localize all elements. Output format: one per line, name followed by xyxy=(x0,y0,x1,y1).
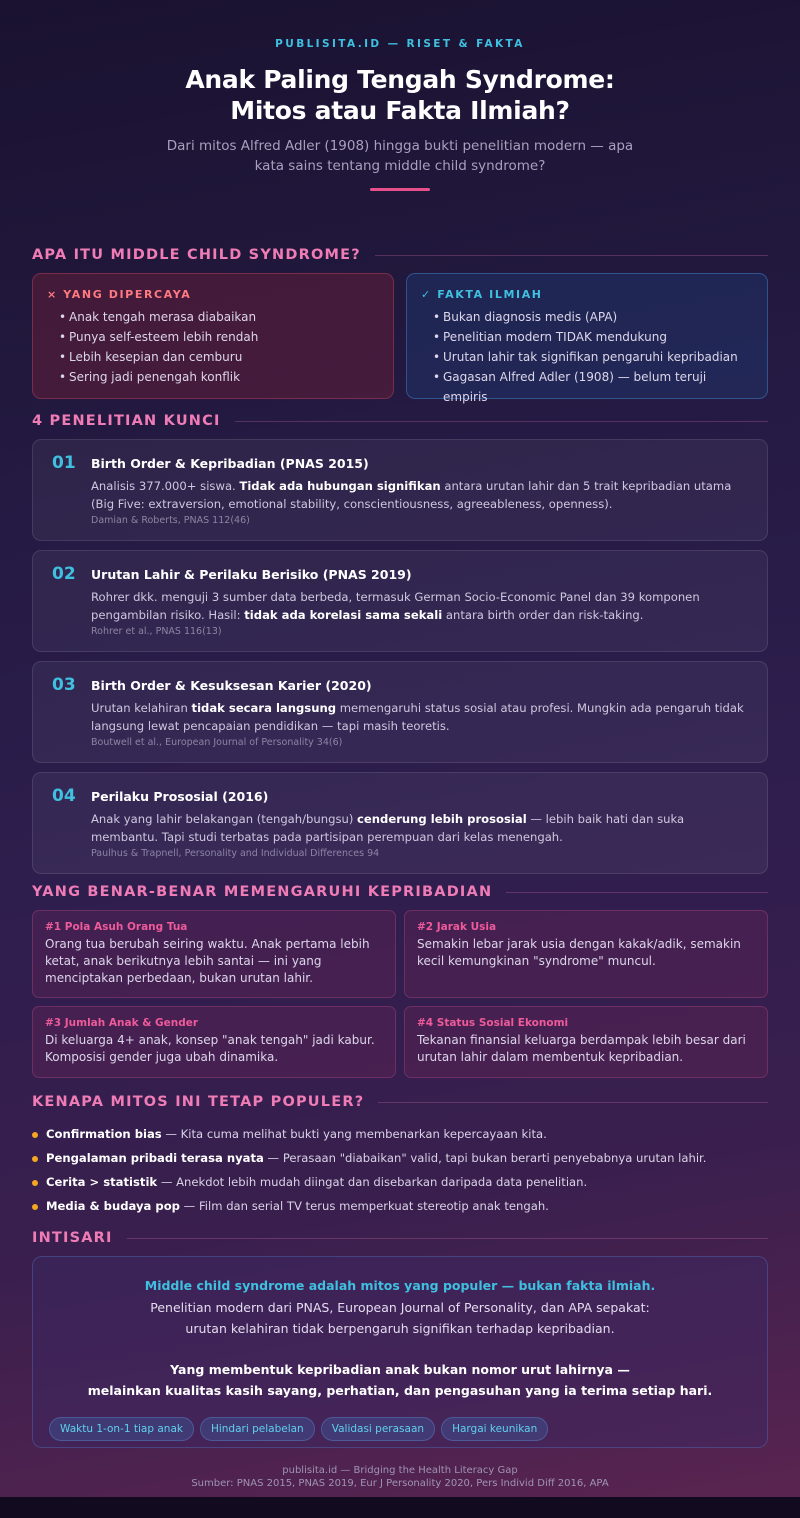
tip-chip: Validasi perasaan xyxy=(321,1417,435,1441)
reason-title: Pengalaman pribadi terasa nyata xyxy=(46,1151,264,1165)
closing-line-1: Yang membentuk kepribadian anak bukan nomor urut lahirnya — xyxy=(170,1362,630,1377)
closing-line-2: melainkan kualitas kasih sayang, perhatian, dan pengasuhan yang ia terima setiap hari. xyxy=(87,1383,713,1398)
fact-label: FAKTA ILMIAH xyxy=(437,288,543,301)
study-title: Birth Order & Kepribadian (PNAS 2015) xyxy=(91,456,369,471)
reason-title: Media & budaya pop xyxy=(46,1199,180,1213)
list-item: • Punya self-esteem lebih rendah xyxy=(47,327,379,347)
footer-sources: Sumber: PNAS 2015, PNAS 2019, Eur J Personality 2020, Pers Individ Diff 2016, APA xyxy=(191,1478,609,1489)
list-item xyxy=(32,1146,768,1170)
list-item: • Sering jadi penengah konflik xyxy=(47,367,379,387)
study-card-2 xyxy=(32,550,768,652)
reason-list xyxy=(32,1122,768,1218)
study-number: 02 xyxy=(52,564,76,584)
title-line-2: Mitos atau Fakta Ilmiah? xyxy=(230,96,570,125)
title-divider xyxy=(370,188,430,191)
study-body xyxy=(91,588,749,624)
study-text: memengaruhi status sosial atau profesi. Mungkin ada pengaruh tidak langsung lewat pencapaian pendidikan — tapi masih teoretis. xyxy=(91,701,744,733)
study-card-4 xyxy=(32,772,768,874)
summary-closing xyxy=(33,1359,767,1401)
close-icon: × xyxy=(47,288,58,301)
factor-card-2 xyxy=(404,910,768,998)
reason-title: Confirmation bias xyxy=(46,1127,162,1141)
study-number: 03 xyxy=(52,675,76,695)
section-heading-reasons xyxy=(32,1094,768,1110)
reason-text: — Film dan serial TV terus memperkuat stereotip anak tengah. xyxy=(179,1199,549,1213)
study-text: — lebih baik hati dan suka membantu. Tapi studi terbatas pada partisipan perempuan dari kelas menengah. xyxy=(91,812,685,844)
study-number: 04 xyxy=(52,786,76,806)
factor-title: #2 Jarak Usia xyxy=(417,921,497,933)
factor-body: Semakin lebar jarak usia dengan kakak/adik, semakin kecil kemungkinan "syndrome" muncul. xyxy=(417,937,741,968)
study-card-1 xyxy=(32,439,768,541)
myth-list xyxy=(47,307,379,387)
study-text: antara birth order dan risk-taking. xyxy=(442,608,644,622)
section-rule xyxy=(235,421,768,422)
list-item: • Urutan lahir tak signifikan pengaruhi kepribadian xyxy=(421,347,753,367)
section-rule xyxy=(378,1102,768,1103)
section-heading-factors xyxy=(32,884,768,900)
list-item xyxy=(32,1122,768,1146)
factor-grid xyxy=(32,910,768,1078)
myth-label: YANG DIPERCAYA xyxy=(63,288,192,301)
study-reference: Paulhus & Trapnell, Personality and Individual Differences 94 xyxy=(91,848,380,859)
reason-text: — Perasaan "diabaikan" valid, tapi bukan berarti penyebabnya urutan lahir. xyxy=(263,1151,707,1165)
list-item: • Bukan diagnosis medis (APA) xyxy=(421,307,753,327)
myth-box xyxy=(32,273,394,399)
title-line-1: Anak Paling Tengah Syndrome: xyxy=(185,65,615,94)
summary-body: Penelitian modern dari PNAS, European Journal of Personality, dan APA sepakat: urutan kelahiran tidak berpengaruh signifikan terhadap kepribadian. xyxy=(150,1300,650,1336)
section-label: YANG BENAR-BENAR MEMENGARUHI KEPRIBADIAN xyxy=(32,884,493,900)
summary-highlight: Middle child syndrome adalah mitos yang populer — bukan fakta ilmiah. xyxy=(144,1278,656,1293)
factor-body: Orang tua berubah seiring waktu. Anak pertama lebih ketat, anak berikutnya lebih santai — ini yang menciptakan perbedaan, bukan urutan lahir. xyxy=(45,937,370,985)
study-emphasis: Tidak ada hubungan signifikan xyxy=(239,479,441,493)
factor-title: #3 Jumlah Anak & Gender xyxy=(45,1017,199,1029)
study-emphasis: cenderung lebih prososial xyxy=(357,812,527,826)
section-rule xyxy=(127,1238,768,1239)
tip-chips xyxy=(33,1417,767,1441)
section-label: INTISARI xyxy=(32,1230,113,1246)
eyebrow: PUBLISITA.ID — RISET & FAKTA xyxy=(275,38,525,50)
study-text: antara urutan lahir dan 5 trait kepribadian utama (Big Five: extraversion, emotional stability, conscientiousness, agreeableness, openness). xyxy=(91,479,732,511)
comparison-boxes xyxy=(32,273,768,404)
study-reference: Rohrer et al., PNAS 116(13) xyxy=(91,626,222,637)
reason-text: — Anekdot lebih mudah diingat dan disebarkan daripada data penelitian. xyxy=(157,1175,588,1189)
tip-chip: Hindari pelabelan xyxy=(200,1417,315,1441)
study-reference: Damian & Roberts, PNAS 112(46) xyxy=(91,515,250,526)
section-heading-summary xyxy=(32,1230,768,1246)
factor-card-1 xyxy=(32,910,396,998)
fact-box xyxy=(406,273,768,404)
footer-tagline: publisita.id — Bridging the Health Literacy Gap xyxy=(282,1465,518,1476)
list-item xyxy=(32,1194,768,1218)
section-label: KENAPA MITOS INI TETAP POPULER? xyxy=(32,1094,365,1110)
section-label: APA ITU MIDDLE CHILD SYNDROME? xyxy=(32,247,361,263)
study-reference: Boutwell et al., European Journal of Personality 34(6) xyxy=(91,737,343,748)
section-rule xyxy=(506,892,768,893)
study-emphasis: tidak secara langsung xyxy=(191,701,337,715)
study-body xyxy=(91,810,749,846)
reason-title: Cerita > statistik xyxy=(46,1175,158,1189)
factor-card-3 xyxy=(32,1006,396,1078)
study-number: 01 xyxy=(52,453,76,473)
summary-box xyxy=(32,1256,768,1448)
section-label: 4 PENELITIAN KUNCI xyxy=(32,413,221,429)
list-item: • Lebih kesepian dan cemburu xyxy=(47,347,379,367)
factor-title: #1 Pola Asuh Orang Tua xyxy=(45,921,188,933)
page-title xyxy=(0,64,800,126)
study-emphasis: tidak ada korelasi sama sekali xyxy=(244,608,443,622)
header xyxy=(0,0,800,191)
tip-chip: Hargai keunikan xyxy=(441,1417,548,1441)
study-title: Perilaku Prososial (2016) xyxy=(91,789,269,804)
fact-heading xyxy=(421,288,753,301)
study-text: Analisis 377.000+ siswa. xyxy=(91,479,240,493)
study-body xyxy=(91,477,749,513)
study-text: Urutan kelahiran xyxy=(91,701,192,715)
list-item: • Anak tengah merasa diabaikan xyxy=(47,307,379,327)
list-item xyxy=(32,1170,768,1194)
factor-card-4 xyxy=(404,1006,768,1078)
factor-body: Tekanan finansial keluarga berdampak lebih besar dari urutan lahir dalam membentuk kepribadian. xyxy=(417,1033,746,1064)
bottom-band xyxy=(0,1497,800,1518)
factor-body: Di keluarga 4+ anak, konsep "anak tengah" jadi kabur. Komposisi gender juga ubah dinamika. xyxy=(45,1033,375,1064)
study-card-3 xyxy=(32,661,768,763)
check-icon: ✓ xyxy=(421,288,432,301)
study-body xyxy=(91,699,749,735)
study-text: Rohrer dkk. menguji 3 sumber data berbeda, termasuk German Socio-Economic Panel dan 39 komponen pengambilan risiko. Hasil: xyxy=(91,590,700,622)
tip-chip: Waktu 1-on-1 tiap anak xyxy=(49,1417,194,1441)
myth-heading xyxy=(47,288,379,301)
section-heading-what xyxy=(32,247,768,263)
study-title: Birth Order & Kesuksesan Karier (2020) xyxy=(91,678,372,693)
section-heading-studies xyxy=(32,413,768,429)
list-item: • Gagasan Alfred Adler (1908) — belum teruji empiris xyxy=(421,367,753,407)
section-rule xyxy=(375,255,768,256)
fact-list xyxy=(421,307,753,407)
reason-text: — Kita cuma melihat bukti yang membenarkan kepercayaan kita. xyxy=(161,1127,547,1141)
subtitle: Dari mitos Alfred Adler (1908) hingga bukti penelitian modern — apa kata sains tentang middle child syndrome? xyxy=(166,138,634,174)
list-item: • Penelitian modern TIDAK mendukung xyxy=(421,327,753,347)
factor-title: #4 Status Sosial Ekonomi xyxy=(417,1017,569,1029)
footer xyxy=(0,1464,800,1490)
study-title: Urutan Lahir & Perilaku Berisiko (PNAS 2019) xyxy=(91,567,412,582)
study-text: Anak yang lahir belakangan (tengah/bungsu) xyxy=(91,812,358,826)
